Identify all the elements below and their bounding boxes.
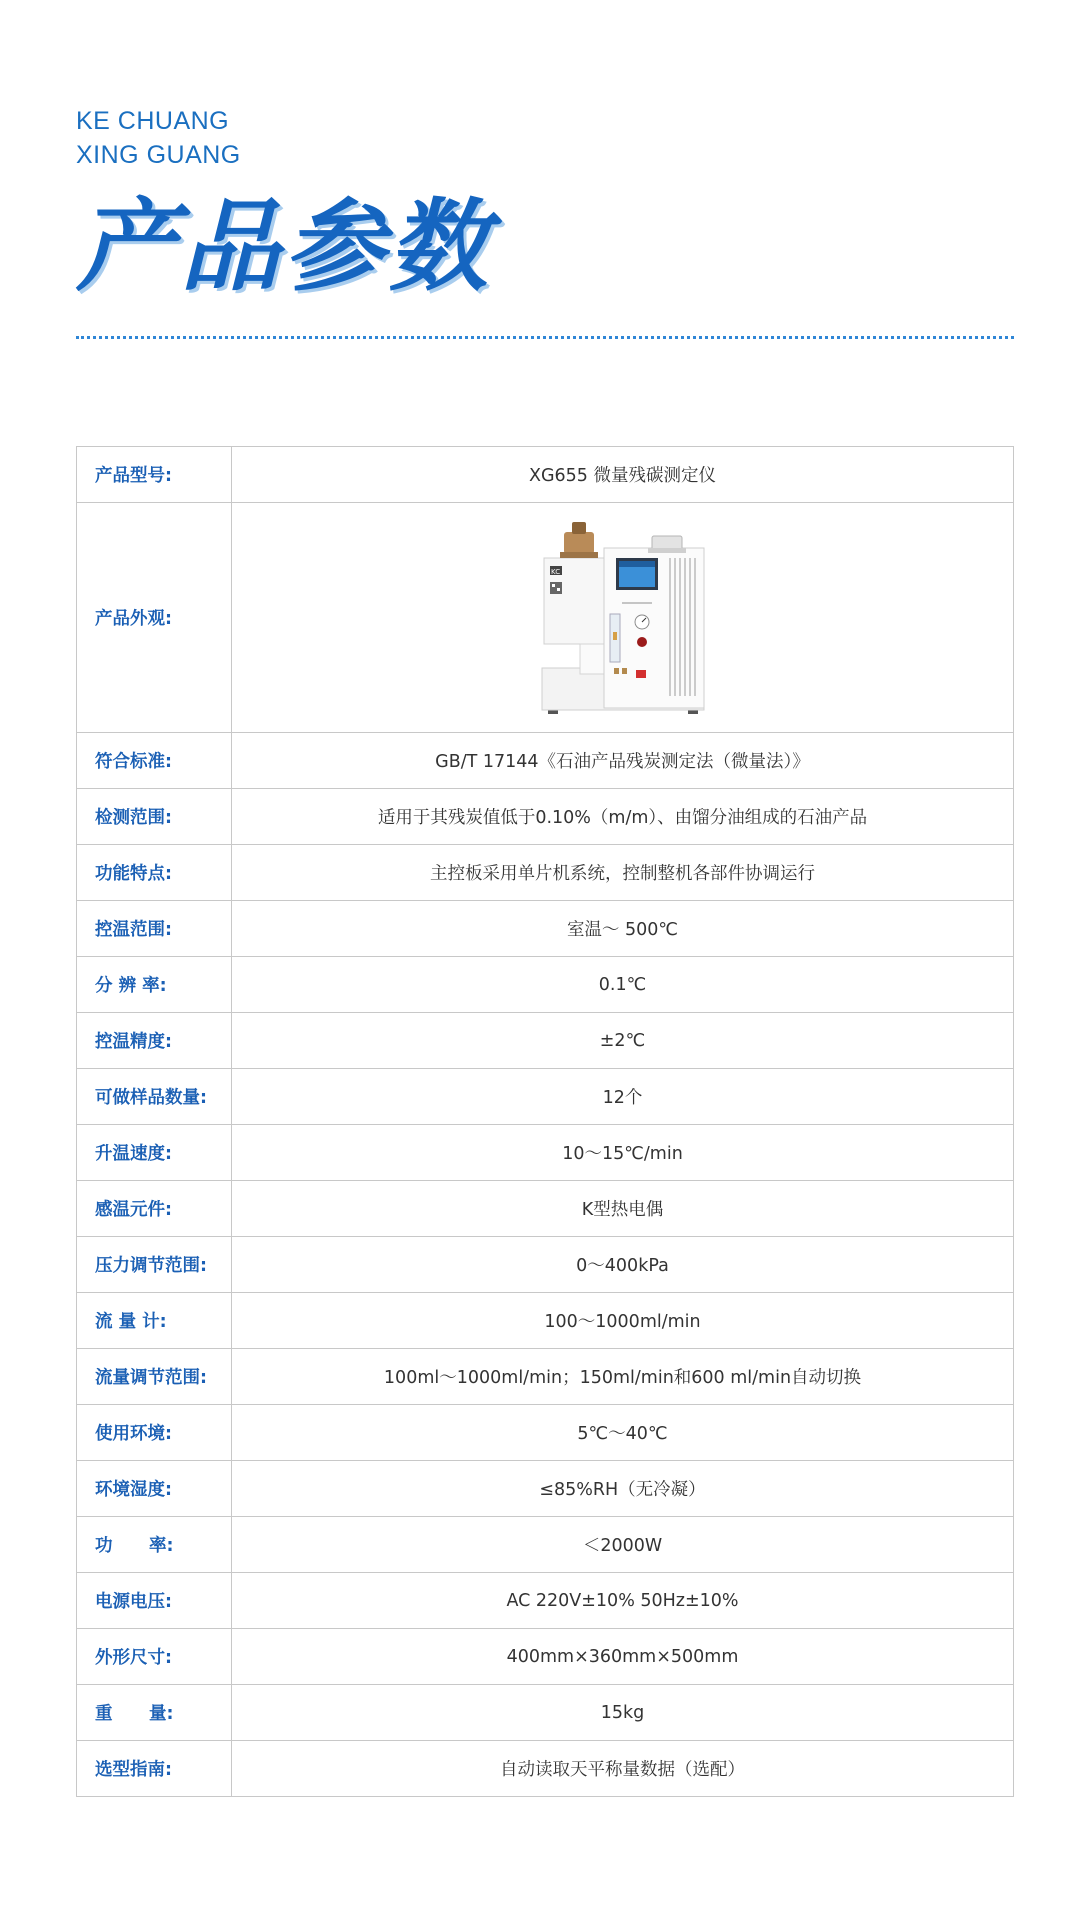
spec-row-temp-range [77, 901, 1014, 957]
spec-value: 15kg [232, 1685, 1014, 1741]
spec-row-appearance [77, 503, 1014, 733]
spec-value: AC 220V±10% 50Hz±10% [232, 1573, 1014, 1629]
spec-value: K型热电偶 [232, 1181, 1014, 1237]
spec-row-power [77, 1517, 1014, 1573]
spec-label: 电源电压: [77, 1573, 232, 1629]
product-image [538, 518, 708, 718]
spec-label: 产品外观: [77, 503, 232, 733]
spec-row-humidity [77, 1461, 1014, 1517]
spec-label: 检测范围: [77, 789, 232, 845]
spec-value: 适用于其残炭值低于0.10%（m/m）、由馏分油组成的石油产品 [232, 789, 1014, 845]
spec-row-voltage [77, 1573, 1014, 1629]
spec-value: 5℃～40℃ [232, 1405, 1014, 1461]
spec-row-flow-adjust [77, 1349, 1014, 1405]
spec-label: 控温范围: [77, 901, 232, 957]
spec-label: 流 量 计: [77, 1293, 232, 1349]
spec-row-pressure-range [77, 1237, 1014, 1293]
spec-label: 流量调节范围: [77, 1349, 232, 1405]
spec-value: ±2℃ [232, 1013, 1014, 1069]
device-logo: KC [550, 567, 560, 576]
page-title: 产品参数 [76, 187, 492, 305]
spec-value: 自动读取天平称量数据（选配） [232, 1741, 1014, 1797]
spec-label: 环境湿度: [77, 1461, 232, 1517]
spec-label: 重 量: [77, 1685, 232, 1741]
spec-row-model [77, 447, 1014, 503]
product-image-cell [232, 503, 1014, 733]
spec-label: 使用环境: [77, 1405, 232, 1461]
spec-label: 感温元件: [77, 1181, 232, 1237]
spec-value: GB/T 17144《石油产品残炭测定法（微量法）》 [232, 733, 1014, 789]
spec-label: 外形尺寸: [77, 1629, 232, 1685]
spec-value: ≤85%RH（无冷凝） [232, 1461, 1014, 1517]
spec-label: 功 率: [77, 1517, 232, 1573]
spec-label: 选型指南: [77, 1741, 232, 1797]
spec-row-dimensions [77, 1629, 1014, 1685]
spec-value: XG655 微量残碳测定仪 [232, 447, 1014, 503]
spec-row-sample-count [77, 1069, 1014, 1125]
spec-row-environment [77, 1405, 1014, 1461]
spec-label: 可做样品数量: [77, 1069, 232, 1125]
spec-row-sensor [77, 1181, 1014, 1237]
spec-label: 功能特点: [77, 845, 232, 901]
brand-line-2: XING GUANG [76, 141, 241, 169]
spec-label: 升温速度: [77, 1125, 232, 1181]
spec-value: 12个 [232, 1069, 1014, 1125]
spec-value: 100～1000ml/min [232, 1293, 1014, 1349]
spec-row-flowmeter [77, 1293, 1014, 1349]
spec-value: 0.1℃ [232, 957, 1014, 1013]
spec-label: 分 辨 率: [77, 957, 232, 1013]
spec-row-standard [77, 733, 1014, 789]
brand-name [76, 104, 241, 172]
spec-table [76, 446, 1014, 1797]
spec-row-selection-guide [77, 1741, 1014, 1797]
spec-label: 符合标准: [77, 733, 232, 789]
spec-label: 压力调节范围: [77, 1237, 232, 1293]
spec-value: 10～15℃/min [232, 1125, 1014, 1181]
spec-row-features [77, 845, 1014, 901]
spec-value: ＜2000W [232, 1517, 1014, 1573]
spec-row-temp-accuracy [77, 1013, 1014, 1069]
spec-row-resolution [77, 957, 1014, 1013]
spec-row-heating-rate [77, 1125, 1014, 1181]
spec-row-weight [77, 1685, 1014, 1741]
spec-value: 400mm×360mm×500mm [232, 1629, 1014, 1685]
spec-value: 室温～ 500℃ [232, 901, 1014, 957]
spec-label: 产品型号: [77, 447, 232, 503]
brand-line-1: KE CHUANG [76, 107, 230, 135]
spec-label: 控温精度: [77, 1013, 232, 1069]
spec-value: 0～400kPa [232, 1237, 1014, 1293]
spec-value: 主控板采用单片机系统，控制整机各部件协调运行 [232, 845, 1014, 901]
spec-value: 100ml～1000ml/min；150ml/min和600 ml/min自动切换 [232, 1349, 1014, 1405]
divider [76, 336, 1014, 339]
spec-row-detection-range [77, 789, 1014, 845]
